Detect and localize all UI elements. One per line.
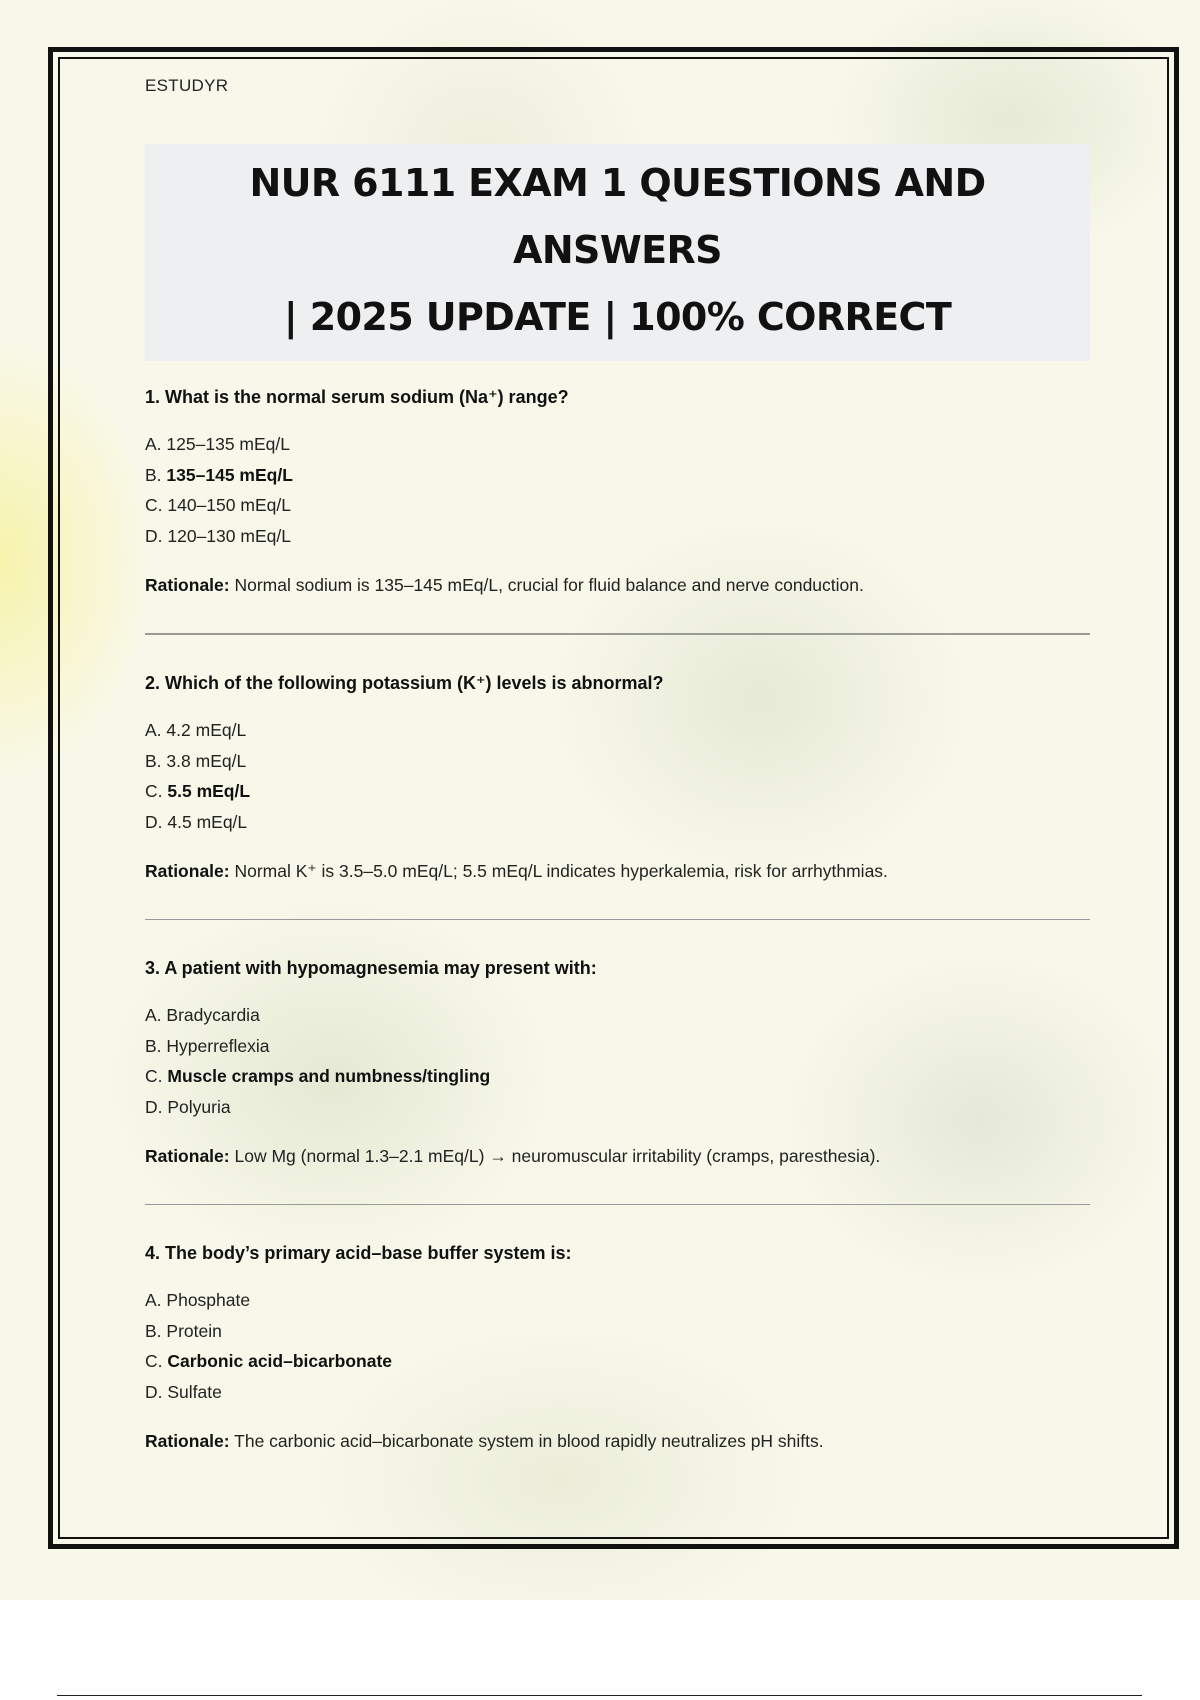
answer-option-c-correct <box>145 1061 1090 1092</box>
option-letter: B. <box>145 750 162 771</box>
question-prompt: 1. What is the normal serum sodium (Na⁺) range? <box>145 387 569 407</box>
option-letter: C. <box>145 781 163 801</box>
rationale-label: Rationale: <box>145 1431 230 1451</box>
rationale-text: Normal sodium is 135–145 mEq/L, crucial for fluid balance and nerve conduction. <box>234 575 864 595</box>
document-title-line-1: NUR 6111 EXAM 1 QUESTIONS AND ANSWERS <box>249 161 986 272</box>
option-text: 125–135 mEq/L <box>166 434 290 454</box>
answer-option-d <box>145 1377 1090 1408</box>
answer-option-d <box>145 807 1090 838</box>
question-block-1 <box>145 387 1090 597</box>
option-letter: D. <box>145 1096 163 1117</box>
document-content <box>145 76 1090 1453</box>
answer-options <box>145 429 1090 551</box>
option-letter: C. <box>145 1066 163 1086</box>
answer-option-c-correct <box>145 776 1090 807</box>
option-text: Protein <box>166 1320 222 1341</box>
answer-options <box>145 1285 1090 1407</box>
question-block-2 <box>145 673 1090 883</box>
option-letter: D. <box>145 1381 163 1402</box>
answer-option-d <box>145 521 1090 552</box>
option-text: Muscle cramps and numbness/tingling <box>167 1066 491 1086</box>
option-text: 4.5 mEq/L <box>167 811 248 832</box>
rationale <box>145 859 1090 883</box>
rationale-label: Rationale: <box>145 861 230 881</box>
section-divider <box>145 919 1090 920</box>
option-letter: B. <box>145 1035 162 1056</box>
answer-option-b <box>145 746 1090 777</box>
option-letter: A. <box>145 1005 162 1025</box>
answer-option-a <box>145 715 1090 746</box>
rationale-text: Normal K⁺ is 3.5–5.0 mEq/L; 5.5 mEq/L indicates hyperkalemia, risk for arrhythmias. <box>234 861 888 881</box>
question-prompt: 4. The body’s primary acid–base buffer system is: <box>145 1243 572 1263</box>
option-text: 140–150 mEq/L <box>167 495 291 515</box>
footer-rule <box>57 1695 1142 1696</box>
answer-option-b-correct <box>145 460 1090 491</box>
rationale-label: Rationale: <box>145 1146 230 1166</box>
title-box <box>145 144 1090 361</box>
question-prompt: 2. Which of the following potassium (K⁺) levels is abnormal? <box>145 673 664 693</box>
option-text: Bradycardia <box>166 1005 260 1025</box>
option-text: Hyperreflexia <box>166 1035 270 1056</box>
option-text: 135–145 mEq/L <box>166 464 293 485</box>
question-block-4 <box>145 1243 1090 1453</box>
answer-option-c-correct <box>145 1346 1090 1377</box>
answer-option-b <box>145 1316 1090 1347</box>
option-letter: D. <box>145 811 163 832</box>
section-divider <box>145 633 1090 635</box>
option-text: Sulfate <box>167 1381 222 1402</box>
option-letter: A. <box>145 1290 162 1310</box>
answer-option-b <box>145 1031 1090 1062</box>
answer-options <box>145 1000 1090 1122</box>
option-text: 4.2 mEq/L <box>166 720 247 740</box>
option-text: Carbonic acid–bicarbonate <box>167 1351 393 1371</box>
option-letter: C. <box>145 495 163 515</box>
option-letter: C. <box>145 1351 163 1371</box>
rationale <box>145 573 1090 597</box>
rationale-label: Rationale: <box>145 575 230 595</box>
answer-option-a <box>145 429 1090 460</box>
option-letter: B. <box>145 464 162 485</box>
rationale-text: The carbonic acid–bicarbonate system in blood rapidly neutralizes pH shifts. <box>234 1431 824 1451</box>
section-divider <box>145 1204 1090 1205</box>
rationale <box>145 1144 1090 1168</box>
option-letter: A. <box>145 434 162 454</box>
option-text: 3.8 mEq/L <box>166 750 247 771</box>
brand-header: ESTUDYR <box>145 76 229 95</box>
rationale-text: Low Mg (normal 1.3–2.1 mEq/L) → neuromuscular irritability (cramps, paresthesia). <box>234 1146 881 1166</box>
rationale <box>145 1429 1090 1453</box>
question-block-3 <box>145 958 1090 1168</box>
answer-option-c <box>145 490 1090 521</box>
option-text: 5.5 mEq/L <box>167 781 251 801</box>
question-prompt: 3. A patient with hypomagnesemia may present with: <box>145 958 597 978</box>
answer-options <box>145 715 1090 837</box>
option-letter: B. <box>145 1320 162 1341</box>
answer-option-a <box>145 1000 1090 1031</box>
option-text: Phosphate <box>166 1290 251 1310</box>
option-letter: D. <box>145 525 163 546</box>
answer-option-a <box>145 1285 1090 1316</box>
document-title-line-2: | 2025 UPDATE | 100% CORRECT <box>283 295 952 339</box>
option-text: Polyuria <box>167 1096 231 1117</box>
option-letter: A. <box>145 720 162 740</box>
answer-option-d <box>145 1092 1090 1123</box>
option-text: 120–130 mEq/L <box>167 525 291 546</box>
